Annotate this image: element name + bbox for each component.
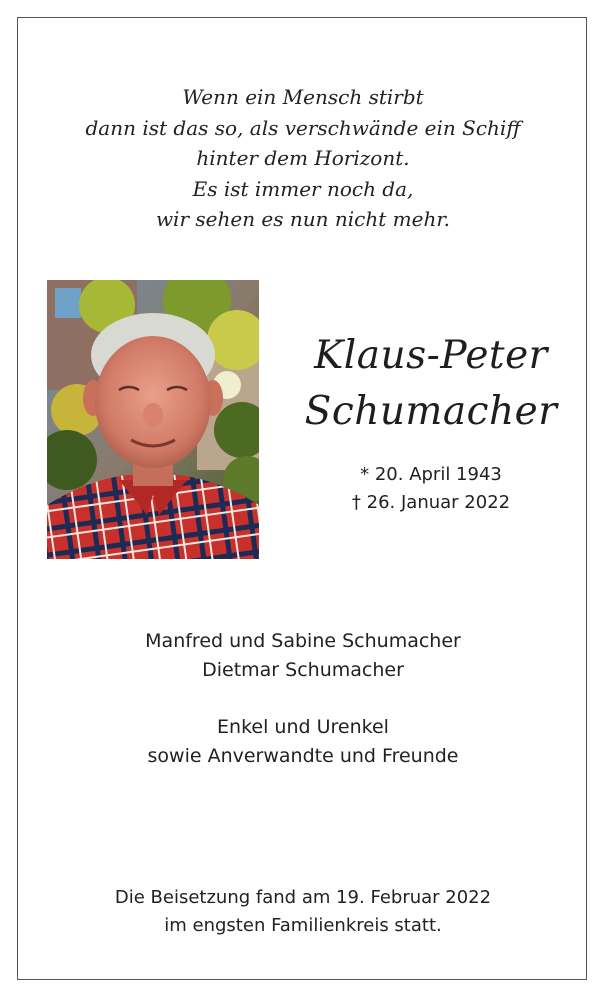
last-name: Schumacher [304, 389, 558, 434]
mourner-line: sowie Anverwandte und Freunde [147, 745, 459, 767]
notice-line: im engsten Familienkreis statt. [164, 915, 442, 936]
poem-line: Wenn ein Mensch stirbt [182, 85, 424, 109]
notice-line: Die Beisetzung fand am 19. Februar 2022 [114, 887, 492, 908]
birth-date: * 20. April 1943 [360, 464, 502, 485]
death-date: † 26. Januar 2022 [351, 492, 511, 513]
mourners-list [0, 627, 606, 771]
deceased-name [272, 328, 590, 440]
mourner-line: Manfred und Sabine Schumacher [145, 630, 461, 652]
poem-line: Es ist immer noch da, [192, 176, 414, 201]
first-name: Klaus-Peter [314, 333, 548, 378]
poem-line: hinter dem Horizont. [196, 146, 410, 170]
spacer [0, 685, 606, 713]
life-dates [272, 461, 590, 517]
mourner-line: Dietmar Schumacher [202, 659, 404, 681]
poem-verse [0, 82, 606, 235]
poem-line: wir sehen es nun nicht mehr. [155, 207, 451, 231]
poem-line: dann ist das so, als verschwände ein Schiff [85, 115, 521, 140]
portrait-photo [47, 280, 259, 559]
mourner-line: Enkel und Urenkel [217, 716, 389, 738]
funeral-notice [0, 884, 606, 940]
